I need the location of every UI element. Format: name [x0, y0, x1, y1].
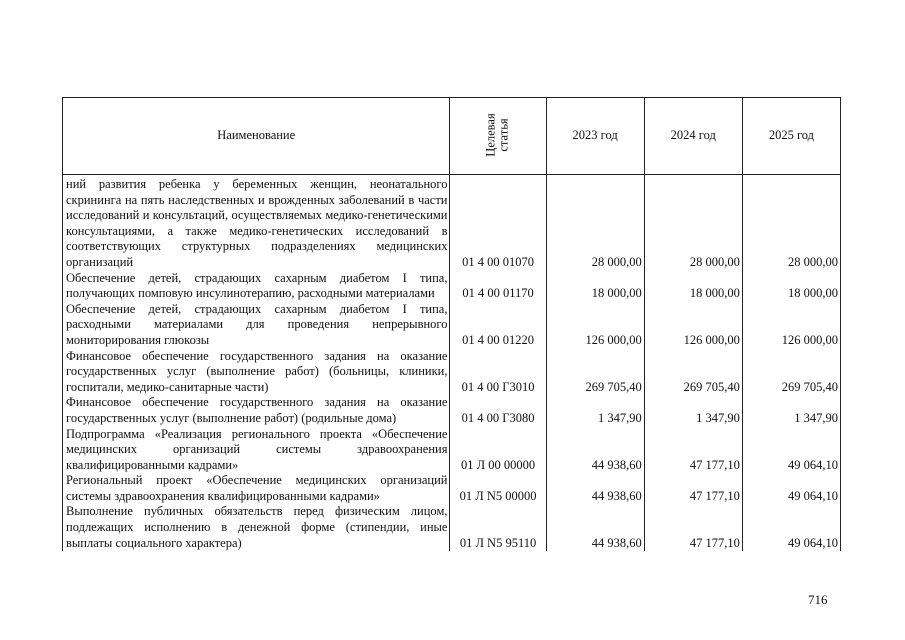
table-row	[63, 427, 841, 474]
header-code	[450, 98, 546, 175]
table-header-row	[63, 98, 841, 175]
row-value-2025: 49 064,10	[742, 504, 840, 551]
row-name: Выполнение публичных обязательств перед физическим лицом, подлежащих исполнению в денежной форме (стипендии, иные выплаты социального характера)	[63, 504, 450, 551]
header-2023: 2023 год	[546, 98, 644, 175]
row-value-2025: 28 000,00	[742, 175, 840, 271]
row-value-2023: 44 938,60	[546, 504, 644, 551]
row-value-2024: 47 177,10	[644, 473, 742, 504]
row-name: Региональный проект «Обеспечение медицинских организаций системы здравоохранения квалифицированными кадрами»	[63, 473, 450, 504]
row-value-2024: 28 000,00	[644, 175, 742, 271]
row-value-2024: 269 705,40	[644, 349, 742, 396]
row-value-2023: 44 938,60	[546, 473, 644, 504]
table-row	[63, 349, 841, 396]
row-name: Финансовое обеспечение государственного задания на оказание государственных услуг (выполнение работ) (родильные дома)	[63, 395, 450, 426]
header-code-line2: статья	[497, 118, 512, 152]
table-row	[63, 302, 841, 349]
row-name: Финансовое обеспечение государственного задания на оказание государственных услуг (выполнение работ) (больницы, клиники, госпитали, медико-санитарные части)	[63, 349, 450, 396]
table-row	[63, 473, 841, 504]
row-value-2023: 28 000,00	[546, 175, 644, 271]
row-code: 01 4 00 01220	[450, 302, 546, 349]
row-value-2024: 126 000,00	[644, 302, 742, 349]
row-value-2025: 49 064,10	[742, 427, 840, 474]
table-row	[63, 504, 841, 551]
header-2024: 2024 год	[644, 98, 742, 175]
row-code: 01 4 00 01170	[450, 271, 546, 302]
row-name: ний развития ребенка у беременных женщин, неонатального скрининга на пять наследственных и врожденных заболеваний в части исследований и консультаций, осуществляемых медико-генетическими консультациями, а также медико-генетических исследований в соответствующих структурных подразделениях медицинских организаций	[63, 175, 450, 271]
row-code: 01 Л N5 00000	[450, 473, 546, 504]
row-value-2023: 18 000,00	[546, 271, 644, 302]
row-code: 01 4 00 01070	[450, 175, 546, 271]
row-value-2025: 49 064,10	[742, 473, 840, 504]
row-code: 01 4 00 Г3010	[450, 349, 546, 396]
row-value-2024: 18 000,00	[644, 271, 742, 302]
page-number: 716	[808, 592, 828, 607]
row-value-2025: 1 347,90	[742, 395, 840, 426]
row-name: Подпрограмма «Реализация регионального проекта «Обеспечение медицинских организаций системы здравоохранения квалифицированными кадрами»	[63, 427, 450, 474]
row-code: 01 Л N5 95110	[450, 504, 546, 551]
header-code-line1: Целевая	[484, 113, 499, 157]
row-value-2023: 269 705,40	[546, 349, 644, 396]
row-value-2024: 47 177,10	[644, 427, 742, 474]
header-code-rotated	[485, 114, 511, 157]
table-row	[63, 395, 841, 426]
row-value-2024: 47 177,10	[644, 504, 742, 551]
row-value-2025: 126 000,00	[742, 302, 840, 349]
table-row	[63, 175, 841, 271]
row-value-2025: 18 000,00	[742, 271, 840, 302]
row-name: Обеспечение детей, страдающих сахарным диабетом I типа, расходными материалами для проведения непрерывного мониторирования глюкозы	[63, 302, 450, 349]
row-code: 01 Л 00 00000	[450, 427, 546, 474]
row-name: Обеспечение детей, страдающих сахарным диабетом I типа, получающих помповую инсулинотерапию, расходными материалами	[63, 271, 450, 302]
row-value-2025: 269 705,40	[742, 349, 840, 396]
row-value-2023: 44 938,60	[546, 427, 644, 474]
row-value-2024: 1 347,90	[644, 395, 742, 426]
row-value-2023: 1 347,90	[546, 395, 644, 426]
row-code: 01 4 00 Г3080	[450, 395, 546, 426]
budget-table	[62, 97, 841, 551]
header-name: Наименование	[63, 98, 450, 175]
table-row	[63, 271, 841, 302]
row-value-2023: 126 000,00	[546, 302, 644, 349]
header-2025: 2025 год	[742, 98, 840, 175]
